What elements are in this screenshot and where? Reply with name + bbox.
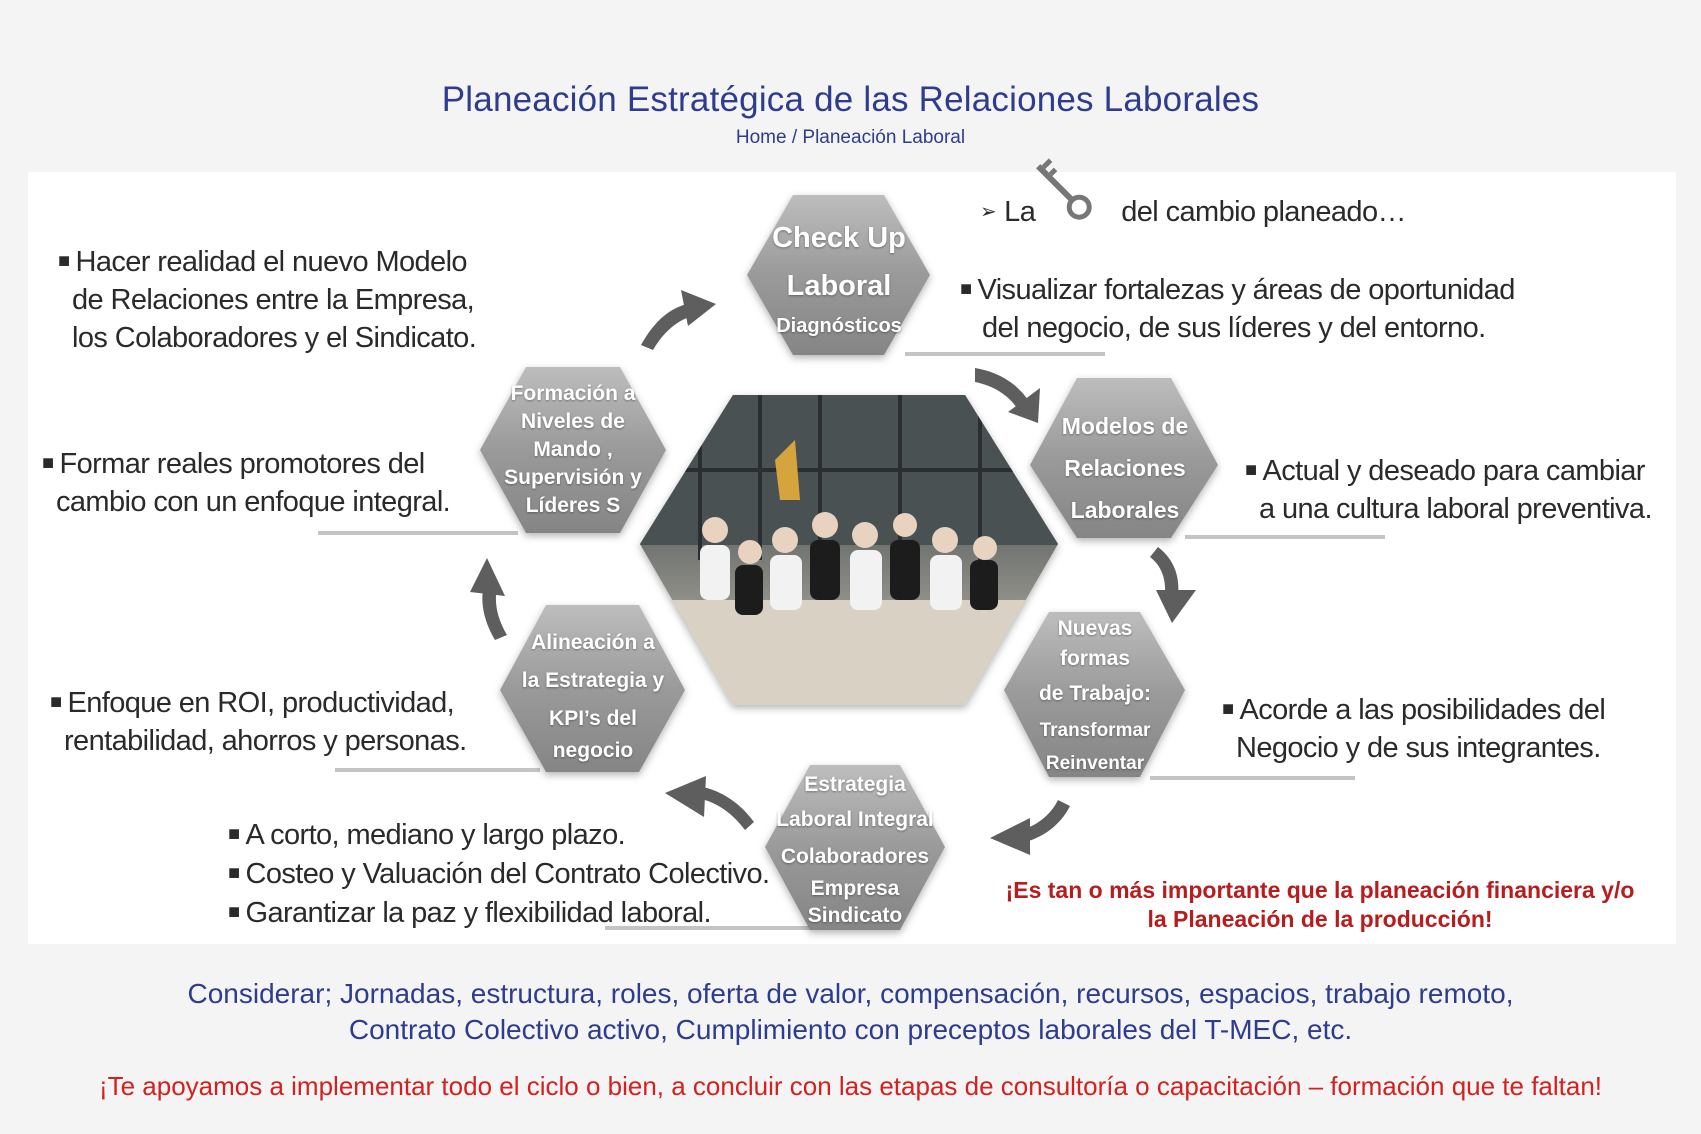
hex-text: Formación a: [510, 382, 636, 405]
hex-text: Líderes S: [525, 494, 621, 517]
important-line: ¡Es tan o más importante que la planeación financiera y/o: [1005, 877, 1635, 903]
hex-text: de Trabajo:: [1038, 682, 1152, 705]
hex-text: Relaciones: [1064, 455, 1186, 481]
hex-text: Modelos de: [1061, 413, 1189, 439]
hex-text: Reinventar: [1045, 753, 1145, 774]
note-text: Negocio y de sus integrantes.: [1236, 732, 1601, 764]
arrow-bullet-icon: ➢: [980, 201, 997, 223]
hex-text: Transformar: [1039, 720, 1151, 741]
consider-line: Considerar; Jornadas, estructura, roles, oferta de valor, compensación, recursos, espacios, trabajo remoto,: [187, 978, 1514, 1009]
note-text: cambio con un enfoque integral.: [56, 486, 451, 518]
note-text: rentabilidad, ahorros y personas.: [64, 725, 467, 757]
note-text: Formar reales promotores del: [59, 448, 425, 480]
bullet-icon: ■: [42, 452, 54, 474]
note-mid-right: [1245, 451, 1652, 528]
note-top-right: [960, 270, 1515, 347]
hex-text: Laborales: [1070, 497, 1180, 523]
hex-text: Supervisión y: [504, 466, 642, 489]
hex-label-check-up: [745, 214, 933, 342]
hex-label-alineacion: [500, 624, 686, 764]
hex-text: Alineación a: [531, 631, 655, 654]
bullet-icon: ■: [228, 862, 240, 884]
hex-text: Empresa: [810, 877, 900, 900]
note-text: a una cultura laboral preventiva.: [1259, 493, 1652, 525]
hex-text: Estrategia: [804, 773, 906, 796]
key-line: [980, 196, 1406, 229]
note-text: A corto, mediano y largo plazo.: [245, 819, 626, 851]
note-mid-left: [42, 444, 450, 521]
hex-text: Diagnósticos: [776, 315, 902, 337]
hex-text: Laboral: [786, 270, 892, 302]
consider-line: Contrato Colectivo activo, Cumplimiento con preceptos laborales del T-MEC, etc.: [348, 1014, 1353, 1045]
note-low-right: [1222, 690, 1605, 767]
hex-text: Niveles de: [521, 410, 625, 433]
note-text: los Colaboradores y el Sindicato.: [72, 322, 477, 354]
bullet-icon: ■: [58, 250, 70, 272]
cycle-arrow-icon: [1150, 547, 1196, 623]
note-text: de Relaciones entre la Empresa,: [72, 284, 475, 316]
hex-label-nuevas: [1003, 614, 1187, 780]
bullet-icon: ■: [228, 901, 240, 923]
important-callout: [975, 876, 1665, 934]
hex-text: formas: [1059, 647, 1131, 670]
important-line: la Planeación de la producción!: [1147, 906, 1493, 932]
bullet-icon: ■: [1245, 459, 1257, 481]
hex-label-formacion: [480, 380, 666, 520]
note-text: del negocio, de sus líderes y del entorno.: [982, 312, 1486, 344]
hex-text: KPI’s del: [549, 707, 637, 730]
hex-text: Colaboradores: [780, 845, 930, 868]
note-text: Enfoque en ROI, productividad,: [67, 687, 455, 719]
team-photo: [640, 395, 1060, 710]
hex-text: la Estrategia y: [521, 669, 665, 692]
hex-text: negocio: [552, 739, 634, 762]
note-text: Acorde a las posibilidades del: [1239, 694, 1606, 726]
page-title: Planeación Estratégica de las Relaciones Laborales: [441, 80, 1260, 119]
hex-text: Mando ,: [533, 438, 613, 461]
note-low-left: [50, 683, 467, 760]
hex-text: Nuevas: [1057, 617, 1133, 640]
bullet-icon: ■: [1222, 698, 1234, 720]
bullet-icon: ■: [228, 823, 240, 845]
note-text: Garantizar la paz y flexibilidad laboral.: [245, 897, 711, 929]
note-top-left: [58, 242, 476, 357]
key-suffix: del cambio planeado…: [1121, 196, 1406, 228]
note-text: Visualizar fortalezas y áreas de oportunidad: [977, 274, 1515, 306]
hex-label-estrategia: [763, 768, 947, 930]
support-text: ¡Te apoyamos a implementar todo el ciclo o bien, a concluir con las etapas de consultoría o capacitación – formación que te faltan!: [98, 1071, 1603, 1101]
note-text: Costeo y Valuación del Contrato Colectivo.: [245, 858, 770, 890]
breadcrumb[interactable]: Home / Planeación Laboral: [735, 127, 966, 148]
bullet-icon: ■: [960, 278, 972, 300]
note-text: Hacer realidad el nuevo Modelo: [75, 246, 467, 278]
consider-text: [0, 976, 1701, 1048]
hex-label-modelos: [1030, 405, 1220, 531]
cycle-arrow-icon: [641, 290, 716, 350]
note-bottom: [228, 815, 769, 932]
hex-text: Laboral Integral: [776, 808, 934, 831]
cycle-arrow-icon: [990, 800, 1070, 855]
hex-text: Sindicato: [807, 904, 903, 927]
note-text: Actual y deseado para cambiar: [1262, 455, 1645, 487]
key-prefix: La: [1004, 196, 1036, 228]
bullet-icon: ■: [50, 691, 62, 713]
hex-text: Check Up: [772, 222, 906, 254]
